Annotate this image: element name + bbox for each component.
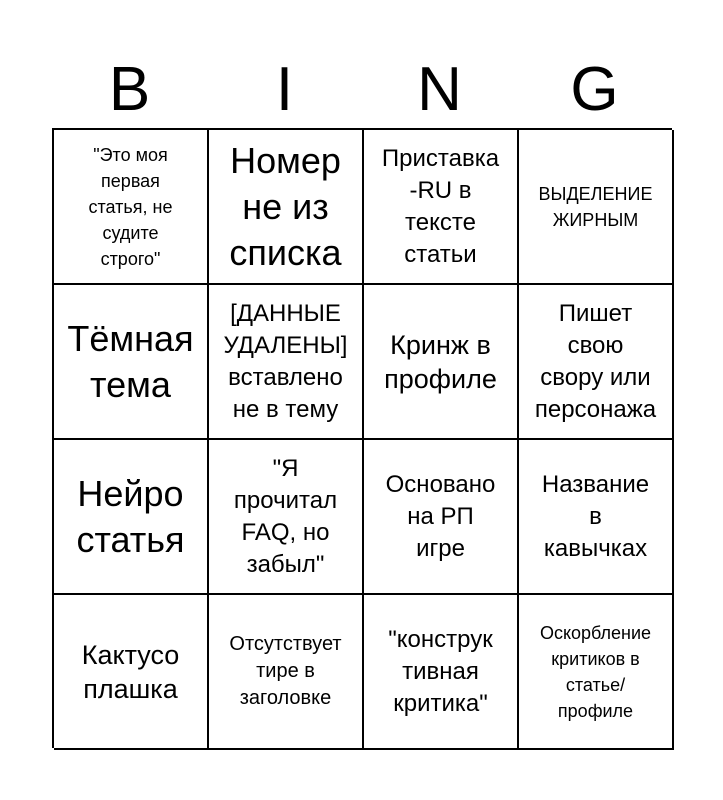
bingo-cell-text: Тёмная тема <box>67 317 194 405</box>
bingo-cell-text: Название в кавычках <box>541 470 650 562</box>
bingo-cell[interactable] <box>54 440 209 595</box>
bingo-cell-text: Основано на РП игре <box>385 470 496 562</box>
bingo-cell[interactable] <box>519 130 674 285</box>
bingo-cell[interactable] <box>364 595 519 750</box>
header-letter-b: B <box>108 55 151 124</box>
bingo-cell[interactable] <box>209 440 364 595</box>
bingo-card-grid <box>52 128 672 748</box>
bingo-cell[interactable] <box>519 440 674 595</box>
bingo-cell[interactable] <box>209 595 364 750</box>
bingo-header <box>52 52 672 128</box>
bingo-cell-text: Отсутствует тире в заголовке <box>229 633 342 709</box>
bingo-cell[interactable] <box>54 595 209 750</box>
header-letter-n: N <box>417 55 462 124</box>
bingo-cell-text: Приставка -RU в тексте статьи <box>381 144 500 268</box>
bingo-cell[interactable] <box>209 285 364 440</box>
bingo-cell[interactable] <box>54 130 209 285</box>
bingo-cell[interactable] <box>209 130 364 285</box>
bingo-cell-text: "конструк тивная критика" <box>388 625 493 717</box>
bingo-cell[interactable] <box>364 130 519 285</box>
bingo-cell-text: Нейро статья <box>76 472 185 560</box>
bingo-cell-text: Пишет свою свору или персонажа <box>534 299 657 423</box>
header-letter-i: I <box>275 55 294 124</box>
bingo-cell-text: "Я прочитал FAQ, но забыл" <box>233 454 338 578</box>
bingo-cell-text: [ДАННЫЕ УДАЛЕНЫ] вставлено не в тему <box>223 299 348 423</box>
bingo-cell-text: Кактусо плашка <box>81 639 180 704</box>
bingo-cell[interactable] <box>54 285 209 440</box>
bingo-cell-text: Номер не из списка <box>229 139 342 273</box>
header-letter-g: G <box>570 55 619 124</box>
bingo-cell-text: Кринж в профиле <box>384 329 497 394</box>
bingo-cell-text: Оскорбление критиков в статье/ профиле <box>539 622 652 721</box>
bingo-cell[interactable] <box>364 285 519 440</box>
bingo-cell[interactable] <box>364 440 519 595</box>
bingo-cell[interactable] <box>519 595 674 750</box>
bingo-cell-text: "Это моя первая статья, не судите строго" <box>88 144 173 269</box>
bingo-cell-text: ВЫДЕЛЕНИЕ ЖИРНЫМ <box>538 183 653 230</box>
bingo-cell[interactable] <box>519 285 674 440</box>
